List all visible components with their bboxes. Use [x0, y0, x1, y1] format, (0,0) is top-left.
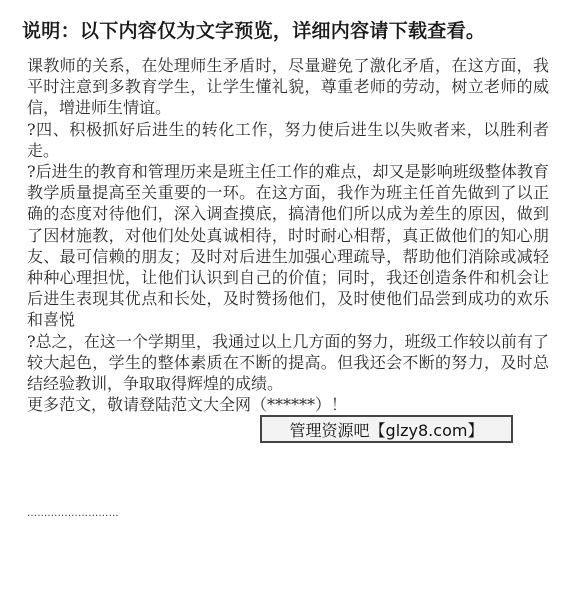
preview-notice: 说明：以下内容仅为文字预览，详细内容请下载查看。 [22, 20, 486, 42]
paragraph-section-four-heading: ?四、积极抓好后进生的转化工作，努力使后进生以失败者来，以胜利者走。 [27, 119, 549, 160]
ellipsis-divider: ……………………… [27, 508, 119, 519]
paragraph-summary: ?总之，在这一个学期里，我通过以上几方面的努力，班级工作较以前有了较大起色，学生的整体素质在不断的提高。但我还会不断的努力，及时总结经验教训，争取取得辉煌的成绩。 [27, 331, 549, 394]
paragraph-more-templates: 更多范文，敬请登陆范文大全网（******）！ [27, 395, 348, 415]
watermark-badge [260, 415, 513, 443]
watermark-text: 管理资源吧【glzy8.com】 [289, 420, 484, 440]
paragraph-teacher-relations: 课教师的关系，在处理师生矛盾时，尽量避免了激化矛盾，在这方面，我平时注意到多教育学生，让学生懂礼貌，尊重老师的劳动，树立老师的威信，增进师生情谊。 [27, 56, 549, 118]
paragraph-underachiever-management: ?后进生的教育和管理历来是班主任工作的难点，却又是影响班级整体教育教学质量提高至关重要的一环。在这方面，我作为班主任首先做到了以正确的态度对待他们，深入调查摸底，搞清他们所以成为差生的原因，做到了因材施教，对他们处处真诚相待，时时耐心相帮，真正做他们的知心朋友、最可信赖的朋友；及时对后进生加强心理疏导，帮助他们消除或减轻种种心理担忧，让他们认识到自己的价值；同时，我还创造条件和机会让后进生表现其优点和长处，及时赞扬他们，及时使他们品尝到成功的欢乐和喜悦 [27, 162, 549, 330]
document-body [27, 55, 549, 415]
